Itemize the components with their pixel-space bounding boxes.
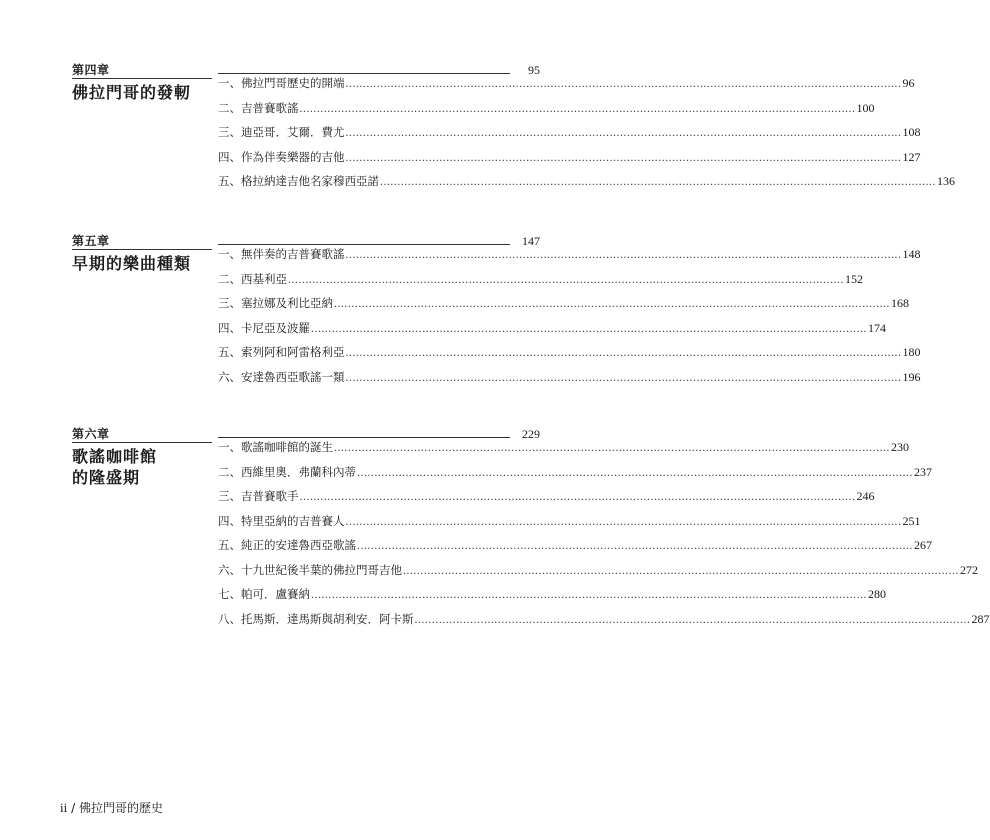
dot-leader: ................................................................................................................................................................ [345, 515, 902, 528]
chapter-divider [72, 442, 212, 443]
toc-entry[interactable] [218, 320, 886, 345]
toc-entry-page: 287 [971, 611, 990, 626]
dot-leader: ................................................................................................................................................................ [299, 491, 856, 503]
chapter-start-page: 229 [522, 427, 540, 441]
toc-entry[interactable] [218, 271, 863, 296]
dot-leader: ................................................................................................................................................................ [345, 347, 902, 359]
toc-entry-page: 96 [902, 76, 915, 90]
chapter-start-page: 95 [528, 63, 540, 77]
toc-entry-page: 267 [914, 538, 932, 552]
toc-entry-title: 五、格拉納達吉他名家穆西亞諾 [218, 174, 379, 188]
chapter-label: 第四章 [72, 63, 110, 77]
dot-leader: ................................................................................................................................................................ [334, 298, 890, 310]
dot-leader: ................................................................................................................................................................ [345, 78, 902, 90]
dot-leader: ................................................................................................................................................................ [345, 371, 902, 384]
toc-entry-page: 196 [902, 369, 921, 384]
toc-entry-page: 148 [902, 247, 921, 261]
toc-entry-page: 180 [902, 345, 921, 359]
section-list [218, 75, 955, 198]
toc-entry-page: 127 [902, 149, 921, 164]
toc-entry-page: 237 [914, 464, 932, 479]
chapter-title: 歌謠咖啡館的隆盛期 [72, 447, 158, 487]
toc-entry[interactable] [218, 488, 875, 513]
toc-entry[interactable] [218, 562, 978, 587]
page-footer [60, 799, 163, 816]
toc-entry[interactable] [218, 537, 932, 562]
toc-entry[interactable] [218, 149, 921, 174]
dot-leader: ................................................................................................................................................................ [345, 249, 902, 261]
toc-entry[interactable] [218, 464, 932, 489]
toc-entry-title: 二、西維里奧．弗蘭科內蒂 [218, 464, 356, 479]
toc-entry-title: 一、歌謠咖啡館的誕生 [218, 440, 333, 454]
toc-entry-page: 108 [902, 125, 921, 139]
toc-entry-title: 二、吉普賽歌謠 [218, 100, 299, 115]
toc-entry[interactable] [218, 513, 921, 538]
toc-entry-title: 三、吉普賽歌手 [218, 489, 299, 503]
chapter-label: 第六章 [72, 427, 110, 441]
toc-entry-page: 230 [891, 440, 909, 454]
dot-leader: ................................................................................................................................................................ [414, 613, 971, 626]
dot-leader: ................................................................................................................................................................ [288, 273, 844, 286]
dot-leader: ................................................................................................................................................................ [357, 466, 913, 479]
toc-entry[interactable] [218, 246, 921, 271]
section-list [218, 439, 990, 635]
footer-separator: / [71, 801, 76, 815]
toc-entry-page: 272 [960, 562, 978, 577]
toc-entry-title: 六、安達魯西亞歌謠一類 [218, 369, 345, 384]
dot-leader: ................................................................................................................................................................ [311, 322, 867, 335]
toc-entry-title: 八、托馬斯．達馬斯與胡利安．阿卡斯 [218, 611, 414, 626]
entries-divider [218, 73, 510, 74]
toc-entry-title: 一、佛拉門哥歷史的開端 [218, 76, 345, 90]
toc-entry-page: 168 [891, 296, 909, 310]
footer-book-title: 佛拉門哥的歷史 [78, 801, 163, 815]
toc-entry-title: 七、帕可．盧賽納 [218, 587, 310, 601]
toc-entry[interactable] [218, 586, 886, 611]
dot-leader: ................................................................................................................................................................ [345, 127, 902, 139]
toc-entry[interactable] [218, 75, 915, 100]
dot-leader: ................................................................................................................................................................ [345, 151, 902, 164]
toc-entry-title: 四、特里亞納的吉普賽人 [218, 513, 345, 528]
toc-entry-title: 二、西基利亞 [218, 271, 287, 286]
toc-entry[interactable] [218, 100, 875, 125]
toc-entry-page: 246 [856, 489, 875, 503]
toc-entry-title: 四、作為伴奏樂器的吉他 [218, 149, 345, 164]
section-list [218, 246, 921, 393]
toc-entry-page: 174 [868, 320, 886, 335]
chapter-divider [72, 78, 212, 79]
toc-entry[interactable] [218, 173, 955, 198]
footer-page-number: ii [60, 800, 68, 815]
toc-entry[interactable] [218, 611, 990, 636]
toc-entry-page: 136 [937, 174, 955, 188]
toc-entry-page: 280 [868, 587, 886, 601]
toc-entry-title: 一、無伴奏的吉普賽歌謠 [218, 247, 345, 261]
toc-entry-title: 三、迪亞哥．艾爾．費尤 [218, 125, 345, 139]
toc-entry[interactable] [218, 369, 921, 394]
toc-entry-title: 五、純正的安達魯西亞歌謠 [218, 538, 356, 552]
toc-entry-page: 152 [845, 271, 863, 286]
toc-entry[interactable] [218, 295, 909, 320]
toc-entry[interactable] [218, 439, 909, 464]
dot-leader: ................................................................................................................................................................ [403, 564, 959, 577]
toc-entry-title: 三、塞拉娜及利比亞納 [218, 296, 333, 310]
toc-entry-title: 五、索列阿和阿雷格利亞 [218, 345, 345, 359]
chapter-title: 佛拉門哥的發軔 [72, 83, 192, 102]
toc-entry[interactable] [218, 124, 921, 149]
dot-leader: ................................................................................................................................................................ [380, 176, 936, 188]
entries-divider [218, 437, 510, 438]
toc-entry-title: 六、十九世紀後半葉的佛拉門哥吉他 [218, 562, 402, 577]
toc-entry-page: 100 [856, 100, 875, 115]
chapter-start-page: 147 [522, 234, 540, 248]
dot-leader: ................................................................................................................................................................ [357, 540, 913, 552]
chapter-label: 第五章 [72, 234, 110, 248]
dot-leader: ................................................................................................................................................................ [311, 589, 867, 601]
dot-leader: ................................................................................................................................................................ [334, 442, 890, 454]
toc-entry-title: 四、卡尼亞及波羅 [218, 320, 310, 335]
toc-entry-page: 251 [902, 513, 921, 528]
entries-divider [218, 244, 510, 245]
dot-leader: ................................................................................................................................................................ [299, 102, 856, 115]
chapter-divider [72, 249, 212, 250]
toc-entry[interactable] [218, 344, 921, 369]
chapter-title: 早期的樂曲種類 [72, 254, 192, 273]
